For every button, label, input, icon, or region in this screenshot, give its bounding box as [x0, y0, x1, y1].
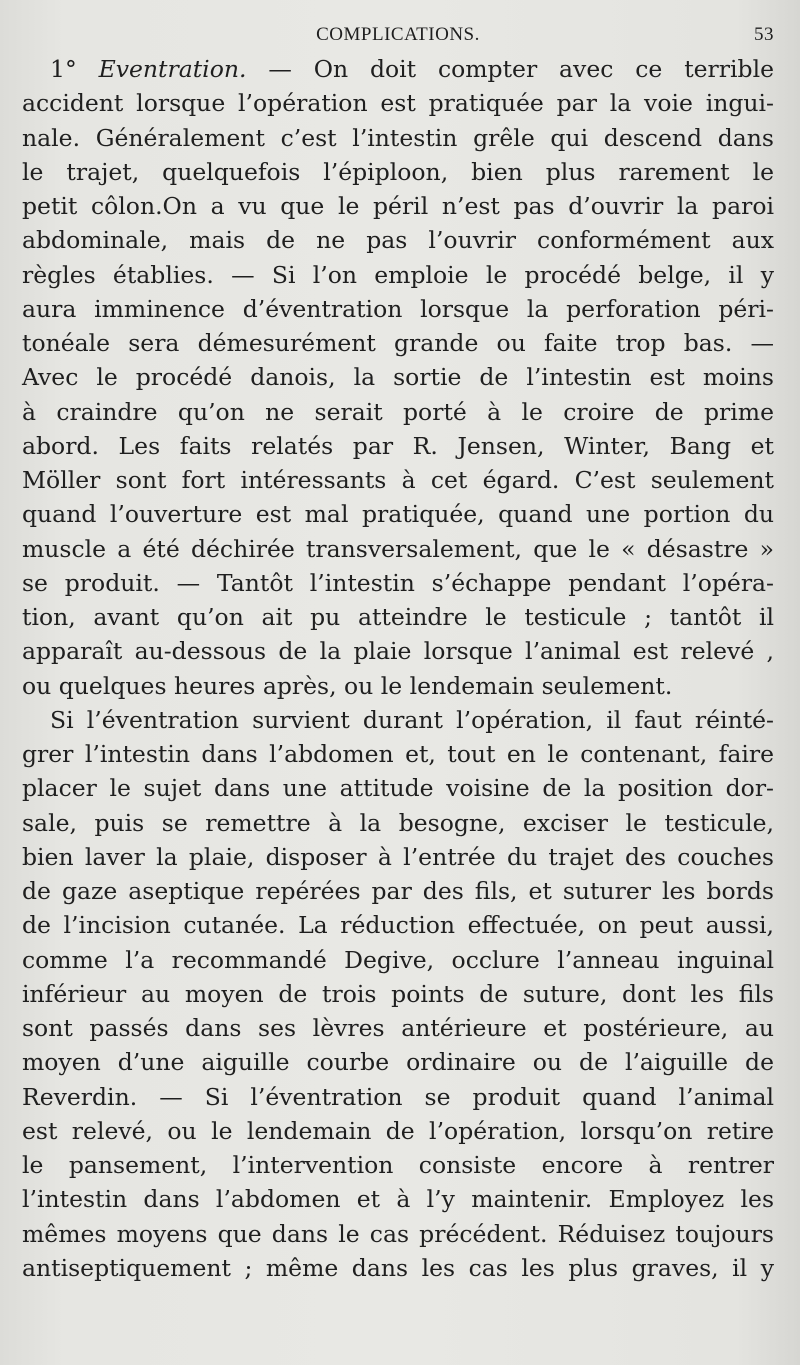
body-text [22, 52, 774, 1285]
section-number: 1° [50, 55, 77, 83]
text-line: l’intestin dans l’abdomen et à l’y maintenir. Employez les [22, 1185, 774, 1214]
text-line: sale, puis se remettre à la besogne, exciser le testicule, [22, 808, 774, 837]
text-line: bien laver la plaie, disposer à l’entrée du trajet des couches [22, 842, 774, 871]
text-line: moyen d’une aiguille courbe ordinaire ou de l’aiguille de [22, 1048, 774, 1077]
text-line: est relevé, ou le lendemain de l’opération, lorsqu’on retire [22, 1116, 774, 1145]
paragraph-treatment [22, 703, 774, 1285]
text-line: règles établies. — Si l’on emploie le procédé belge, il y [22, 260, 774, 289]
section-title: Eventration. [98, 55, 247, 83]
running-head [22, 18, 774, 52]
text-line: abord. Les faits relatés par R. Jensen, Winter, Bang et [22, 431, 774, 460]
text-line: à craindre qu’on ne serait porté à le croire de prime [22, 397, 774, 426]
text-line: aura imminence d’éventration lorsque la perforation péri- [22, 294, 774, 323]
text-line: ou quelques heures après, ou le lendemain seulement. [22, 671, 673, 700]
text-line: grer l’intestin dans l’abdomen et, tout en le contenant, faire [22, 740, 774, 768]
text-line: le trajet, quelquefois l’épiploon, bien plus rarement le [22, 157, 774, 186]
text-line: mêmes moyens que dans le cas précédent. Réduisez toujours [22, 1219, 774, 1248]
text-line: nale. Généralement c’est l’intestin grêle qui descend dans [22, 123, 774, 152]
paragraph-eventration [22, 52, 774, 703]
text-line: le pansement, l’intervention consiste encore à rentrer [22, 1151, 774, 1179]
text-line: se produit. — Tantôt l’intestin s’échappe pendant l’opéra- [22, 568, 774, 597]
running-title: COMPLICATIONS. [316, 24, 480, 45]
text-line: de l’incision cutanée. La réduction effectuée, on peut aussi, [22, 911, 774, 940]
text-line: de gaze aseptique repérées par des fils, et suturer les bords [22, 877, 774, 905]
text-line: tion, avant qu’on ait pu atteindre le testicule ; tantôt il [22, 603, 774, 631]
text-line: tonéale sera démesurément grande ou faite trop bas. — [22, 329, 774, 357]
text-line: placer le sujet dans une attitude voisine de la position dor- [22, 774, 774, 803]
text-line: petit côlon.On a vu que le péril n’est pas d’ouvrir la paroi [22, 192, 774, 220]
text-line: comme l’a recommandé Degive, occlure l’anneau inguinal [22, 945, 774, 974]
text-line [22, 52, 774, 86]
text-line: Möller sont fort intéressants à cet égard. C’est seulement [22, 466, 774, 494]
text-line: apparaît au-dessous de la plaie lorsque l’animal est relevé , [22, 637, 774, 666]
text-line: Si l’éventration survient durant l’opération, il faut réinté- [50, 705, 774, 734]
text-line: quand l’ouverture est mal pratiquée, quand une portion du [22, 500, 774, 529]
text-line: Avec le procédé danois, la sortie de l’intestin est moins [22, 363, 774, 392]
text-line: abdominale, mais de ne pas l’ouvrir conformément aux [22, 226, 774, 255]
text-line: Reverdin. — Si l’éventration se produit quand l’animal [22, 1082, 774, 1111]
section-intro: — On doit compter avec ce terrible [268, 55, 774, 83]
page-number: 53 [754, 24, 774, 45]
text-line: accident lorsque l’opération est pratiquée par la voie ingui- [22, 89, 774, 118]
text-line: antiseptiquement ; même dans les cas les plus graves, il y [22, 1253, 774, 1282]
text-line: sont passés dans ses lèvres antérieure et postérieure, au [22, 1014, 774, 1042]
text-line: inférieur au moyen de trois points de suture, dont les fils [22, 979, 774, 1008]
text-line: muscle a été déchirée transversalement, que le « désastre » [22, 534, 774, 563]
